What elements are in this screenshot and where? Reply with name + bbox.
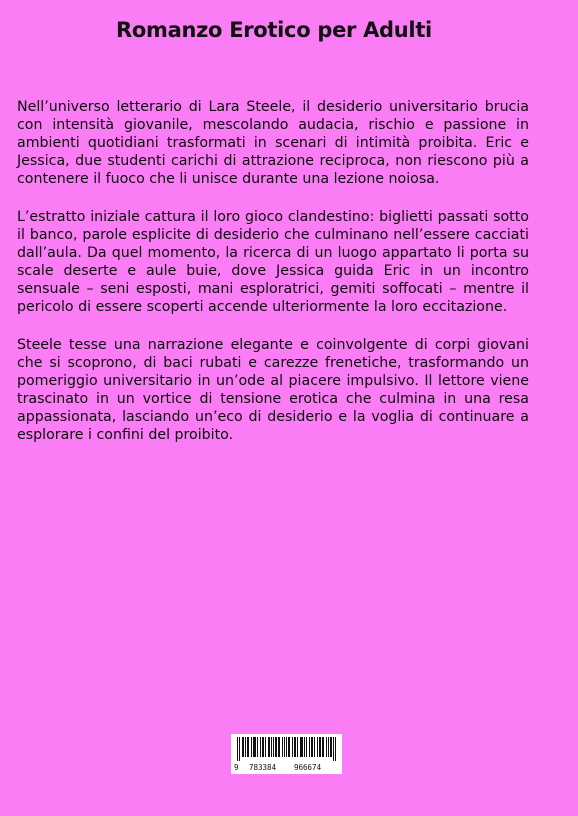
isbn-digits <box>231 727 342 772</box>
blurb-paragraph-1: Nell’universo letterario di Lara Steele, il desiderio universitario brucia con intensità giovanile, mescolando audacia, rischio e passione in ambienti quotidiani trasformati in scenari di intimità proibita. Eric e Jessica, due studenti carichi di attrazione reciproca, non riescono più a contenere il fuoco che li unisce durante una lezione noiosa. <box>17 99 529 187</box>
isbn-right-group: 966674 <box>294 763 322 772</box>
isbn-first-digit: 9 <box>234 763 239 772</box>
page-title: Romanzo Erotico per Adulti <box>116 18 432 42</box>
isbn-left-group: 783384 <box>249 763 277 772</box>
blurb-paragraph-3: Steele tesse una narrazione elegante e coinvolgente di corpi giovani che si scoprono, di baci rubati e carezze frenetiche, trasformando un pomeriggio universitario in un’ode al piacere impulsivo. Il lettore viene trascinato in un vortice di tensione erotica che culmina in una resa appassionata, lasciando un’eco di desiderio e la voglia di continuare a esplorare i confini del proibito. <box>17 337 529 443</box>
isbn-barcode <box>231 734 342 774</box>
blurb-paragraph-2: L’estratto iniziale cattura il loro gioco clandestino: biglietti passati sotto il banco, parole esplicite di desiderio che culminano nell’essere cacciati dall’aula. Da quel momento, la ricerca di un luogo appartato li porta su scale deserte e aule buie, dove Jessica guida Eric in un incontro sensuale – seni esposti, mani esploratrici, gemiti soffocati – mentre il pericolo di essere scoperti accende ulteriormente la loro eccitazione. <box>17 209 529 315</box>
back-cover-blurb <box>17 98 529 464</box>
